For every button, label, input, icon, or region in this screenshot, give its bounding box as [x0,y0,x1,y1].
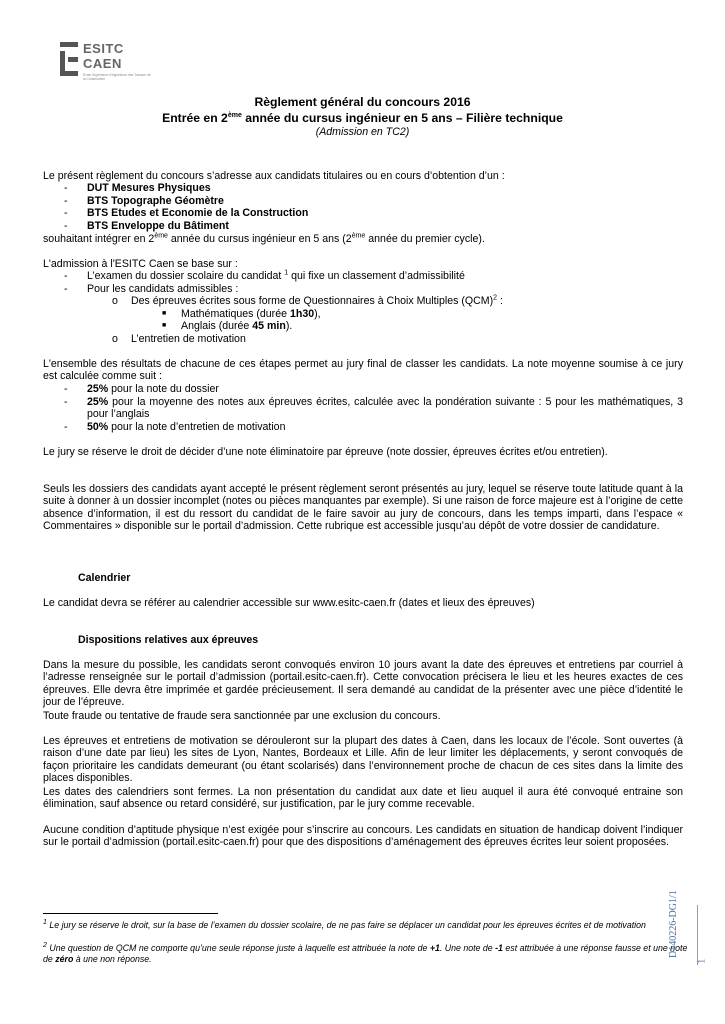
dispositions-p2: Les épreuves et entretiens de motivation se dérouleront sur la plupart des dates à Caen, dans les locaux de l’école. Sont ouvertes (à raison d’une date par lieu) les sites de Lyon, Nantes, Bordeaux et Lille. Afin de leur limiter les déplacements, y seront convoqués de façon prioritaire les candidats demeurant (ou étant scolarisés) dans l’environnement proche de chacun de ces sites dans la limite des places disponibles. [43,735,683,785]
admission-list: - L’examen du dossier scolaire du candidat $^1$ qui fixe un classement d’admissibilité - Pour les candidats admissibles : o Des épreuves écrites sous forme de Questionnaires à Choix Multiples (QCM)$^2$ : ■ Mathématiques (durée 1h30), ■ Anglais (durée 45 min). o L’entretien de motivation [64,269,503,345]
esitc-logo [60,41,151,90]
dispositions-p3: Aucune condition d’aptitude physique n’est exigée pour s’inscrire au concours. Les candidats en situation de handicap doivent l’indiquer sur le portail d’admission (portail.esitc-caen.fr) pour que des dispositions d’aménagement des épreuves écrites leur soient proposées. [43,824,683,849]
calendrier-text: Le candidat devra se référer au calendrier accessible sur www.esitc-caen.fr (dates et lieux des épreuves) [43,597,535,609]
jury-text: Le jury se réserve le droit de décider d’une note éliminatoire par épreuve (note dossier, épreuves écrites et/ou entretien). [43,446,608,458]
calendrier-heading: Calendrier [78,572,131,584]
logo-caen-text: CAEN [83,56,122,71]
footnote-1: $^1$ Le jury se réserve le droit, sur la base de l’examen du dossier scolaire, de ne pas faire se déplacer un candidat pour les épreuves écrites et de motivation [43,919,646,930]
diploma-list [0,182,725,232]
dispositions-p1b: Toute fraude ou tentative de fraude sera sanctionnée par une exclusion du concours. [43,710,441,722]
logo-mark-icon [60,42,78,76]
intro-closing: souhaitant intégrer en 2ème année du cursus ingénieur en 5 ans (2ème année du premier cycle). [43,232,485,245]
dispositions-p2b: Les dates des calendriers sont fermes. La non présentation du candidat aux date et lieu auquel il aura été convoqué entraine son élimination, sauf absence ou retard considéré, sur justification, par le jury comme recevable. [43,786,683,811]
logo-tagline: École Supérieure d'Ingénieurs des Travaux de la Construction [83,73,151,81]
footnote-divider [43,913,218,914]
dispositions-heading: Dispositions relatives aux épreuves [78,634,259,646]
intro-text: Le présent règlement du concours s’adresse aux candidats titulaires ou en cours d’obtention d’un : [43,170,505,182]
side-divider [697,905,698,965]
page-subtitle: Entrée en 2ème année du cursus ingénieur en 5 ans – Filière technique [162,111,563,125]
dossiers-text: Seuls les dossiers des candidats ayant accepté le présent règlement seront présentés au jury, lequel se réserve toute latitude quant à la suite à donner à un dossier incomplet (notes ou pièces manquantes par exemple). Si une raison de force majeure est à l’origine de cette absence d’information, il est du ressort du candidat de le faire savoir au jury de concours, dans les temps imparti, dans l’espace « Commentaires » disponible sur le portail d’admission. Cette rubrique est accessible jusqu’au dépôt de votre dossier de candidature. [43,483,683,533]
list-item: - BTS Etudes et Economie de la Construction [64,207,309,220]
page-title: Règlement général du concours 2016 [254,95,471,109]
admission-text: L'admission à l'ESITC Caen se base sur : [43,258,238,270]
note-list [0,383,725,433]
page-number: 1 [696,958,708,964]
logo-esitc-text: ESITC [83,41,124,56]
list-item: - 25% pour la moyenne des notes aux épreuves écrites, calculée avec la pondération suivante : 5 pour les mathématiques, 3 pour l’anglais [64,395,683,420]
list-item: - 50% pour la note d’entretien de motivation [64,420,286,433]
list-item: - DUT Mesures Physiques [64,182,211,194]
dispositions-p1: Dans la mesure du possible, les candidats seront convoqués environ 10 jours avant la date des épreuves et entretiens par courriel à l’adresse renseignée sur le portail d’admission (portail.esitc-caen.fr). Cette convocation précisera le lieu et les heures exactes de ces épreuves. Elle devra être imprimée et gardée précieusement. Il sera demandé au candidat de la présenter avec une pièce d’identité le jour de l’épreuve. [43,659,683,709]
list-item: - 25% pour la note du dossier [64,383,219,395]
document-reference: D140226-DG1/1 [668,890,679,958]
list-item: - BTS Enveloppe du Bâtiment [64,219,229,232]
admission-type: (Admission en TC2) [315,126,410,138]
list-item: - BTS Topographe Géomètre [64,194,224,207]
footnote-2: $^2$ Une question de QCM ne comporte qu’une seule réponse juste à laquelle est attribuée la note de +1. Une note de -1 est attribuée à une réponse fausse et une note de zéro à une non réponse. [43,942,688,964]
note-text: L'ensemble des résultats de chacune de ces étapes permet au jury final de classer les candidats. La note moyenne soumise à ce jury est calculée comme suit : [43,358,683,383]
